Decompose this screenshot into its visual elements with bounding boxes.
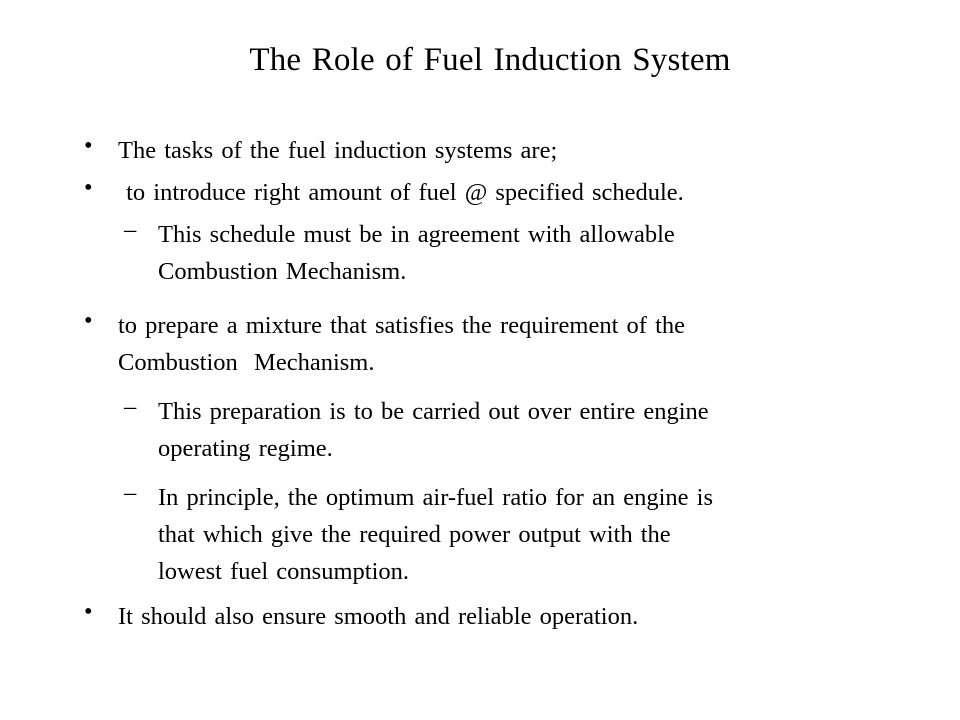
sub-bullet-text-principle-line-3: lowest fuel consumption. (158, 558, 410, 585)
bullet-marker: • (84, 307, 93, 334)
bullet-text-introduce-fuel: to introduce right amount of fuel @ specified schedule. (118, 179, 684, 206)
bullet-marker: • (84, 132, 93, 159)
bullet-marker: • (84, 598, 93, 625)
slide-title: The Role of Fuel Induction System (249, 42, 731, 78)
sub-bullet-text-principle-line-1: In principle, the optimum air-fuel ratio for an engine is (158, 484, 713, 511)
dash-marker: – (124, 216, 137, 243)
bullet-text-prepare-mixture-line-2: Combustion Mechanism. (118, 349, 375, 376)
sub-bullet-text-principle-line-2: that which give the required power output with the (158, 521, 671, 548)
sub-bullet-text-preparation-line-2: operating regime. (158, 435, 333, 462)
sub-bullet-text-schedule-line-2: Combustion Mechanism. (158, 258, 407, 285)
sub-bullet-text-schedule-line-1: This schedule must be in agreement with allowable (158, 221, 675, 248)
dash-marker: – (124, 393, 137, 420)
bullet-text-prepare-mixture-line-1: to prepare a mixture that satisfies the requirement of the (118, 312, 686, 339)
bullet-text-tasks: The tasks of the fuel induction systems are; (118, 137, 558, 164)
dash-marker: – (124, 479, 137, 506)
bullet-marker: • (84, 174, 93, 201)
bullet-text-smooth-operation: It should also ensure smooth and reliable operation. (118, 603, 639, 630)
sub-bullet-text-preparation-line-1: This preparation is to be carried out over entire engine (158, 398, 709, 425)
